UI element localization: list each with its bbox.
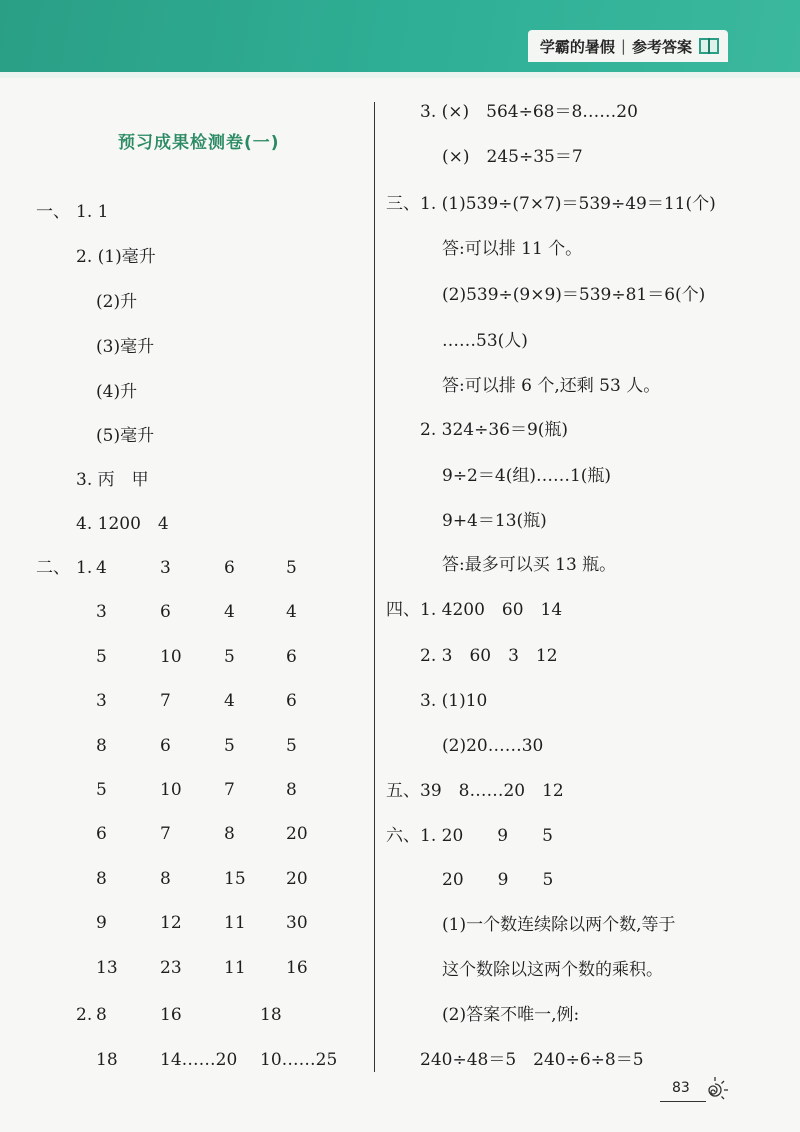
answer-line: (3)毫升 [96, 337, 155, 357]
answer-line: (5)毫升 [96, 426, 155, 446]
table-cell: 3 [96, 691, 107, 711]
table-cell: 4 [96, 558, 107, 578]
table-cell: 7 [160, 824, 171, 844]
table-cell: 4 [224, 602, 235, 622]
table-cell: 16 [160, 1005, 182, 1025]
header-tab [528, 30, 728, 62]
answer-line: 答:可以排 6 个,还剩 53 人。 [442, 376, 661, 396]
answer-line: 20 9 5 [442, 870, 554, 890]
table-cell: 6 [160, 602, 171, 622]
table-cell: 13 [96, 958, 118, 978]
table-cell: 16 [286, 958, 308, 978]
answer-line: 1. (1)539÷(7×7)＝539÷49＝11(个) [420, 194, 716, 214]
section-label-5: 五、 [386, 781, 420, 801]
table-cell: 6 [96, 824, 107, 844]
page-title: 预习成果检测卷(一) [118, 133, 280, 153]
question-label: 1. [76, 558, 93, 578]
table-cell: 5 [286, 558, 297, 578]
table-cell: 4 [286, 602, 297, 622]
table-cell: 5 [96, 780, 107, 800]
answer-line: 9+4＝13(瓶) [442, 511, 547, 531]
table-cell: 30 [286, 913, 308, 933]
table-cell: 5 [224, 647, 235, 667]
table-cell: 18 [260, 1005, 282, 1025]
table-cell: 10 [160, 647, 182, 667]
header-separator: | [620, 37, 626, 55]
answer-line: ……53(人) [442, 331, 528, 351]
table-cell: 8 [96, 736, 107, 756]
table-cell: 6 [286, 691, 297, 711]
header-section: 参考答案 [631, 37, 692, 56]
table-cell: 3 [160, 558, 171, 578]
table-cell: 8 [224, 824, 235, 844]
answer-line: 3. (×) 564÷68＝8……20 [420, 102, 638, 122]
table-cell: 5 [96, 647, 107, 667]
sun-swirl-icon [700, 1075, 730, 1105]
table-cell: 10……25 [260, 1050, 338, 1070]
answer-line: 1. 20 9 5 [420, 826, 553, 846]
section-label-2: 二、 [36, 558, 70, 578]
table-cell: 8 [286, 780, 297, 800]
section-label-1: 一、 [36, 202, 70, 222]
answer-line: 2. 324÷36＝9(瓶) [420, 420, 569, 440]
table-cell: 20 [286, 824, 308, 844]
answer-line: (2)答案不唯一,例: [442, 1005, 580, 1025]
table-cell: 18 [96, 1050, 118, 1070]
header-subject: 学霸的暑假 [539, 37, 615, 56]
table-cell: 8 [96, 869, 107, 889]
section-label-3: 三、 [386, 194, 420, 214]
table-cell: 8 [160, 869, 171, 889]
answer-line: 1. 4200 60 14 [420, 600, 563, 620]
column-divider [374, 102, 375, 1072]
header-band [0, 0, 800, 78]
table-cell: 23 [160, 958, 182, 978]
table-cell: 10 [160, 780, 182, 800]
table-cell: 5 [286, 736, 297, 756]
answer-line: 9÷2＝4(组)……1(瓶) [442, 466, 612, 486]
section-label-4: 四、 [386, 600, 420, 620]
answer-line: 3. 丙 甲 [76, 470, 149, 490]
table-cell: 9 [96, 913, 107, 933]
page-number: 83 [672, 1080, 690, 1096]
answer-line: 答:最多可以买 13 瓶。 [442, 555, 617, 575]
table-cell: 12 [160, 913, 182, 933]
table-cell: 7 [160, 691, 171, 711]
answer-line: (2)539÷(9×9)＝539÷81＝6(个) [442, 285, 706, 305]
answer-line: 2. 3 60 3 12 [420, 646, 558, 666]
question-label: 2. [76, 1005, 93, 1025]
table-cell: 20 [286, 869, 308, 889]
answer-line: (2)升 [96, 292, 138, 312]
table-cell: 6 [160, 736, 171, 756]
answer-line: 3. (1)10 [420, 691, 488, 711]
table-cell: 6 [286, 647, 297, 667]
table-cell: 14……20 [160, 1050, 238, 1070]
answer-line: 1. 1 [76, 202, 109, 222]
table-cell: 8 [96, 1005, 107, 1025]
table-cell: 15 [224, 869, 246, 889]
table-cell: 5 [224, 736, 235, 756]
answer-line: 39 8……20 12 [420, 781, 564, 801]
answer-line: (4)升 [96, 382, 138, 402]
table-cell: 6 [224, 558, 235, 578]
table-cell: 11 [224, 913, 246, 933]
answer-line: 4. 1200 4 [76, 514, 169, 534]
answer-line: 240÷48＝5 240÷6÷8＝5 [420, 1050, 644, 1070]
answer-line: 这个数除以这两个数的乘积。 [442, 960, 663, 980]
table-cell: 3 [96, 602, 107, 622]
answer-line: (1)一个数连续除以两个数,等于 [442, 915, 676, 935]
answer-line: 答:可以排 11 个。 [442, 239, 583, 259]
table-cell: 11 [224, 958, 246, 978]
answer-line: (2)20……30 [442, 736, 544, 756]
section-label-6: 六、 [386, 826, 420, 846]
answer-line: (×) 245÷35＝7 [442, 147, 583, 167]
table-cell: 7 [224, 780, 235, 800]
table-cell: 4 [224, 691, 235, 711]
answer-line: 2. (1)毫升 [76, 247, 156, 267]
book-icon [698, 36, 720, 56]
